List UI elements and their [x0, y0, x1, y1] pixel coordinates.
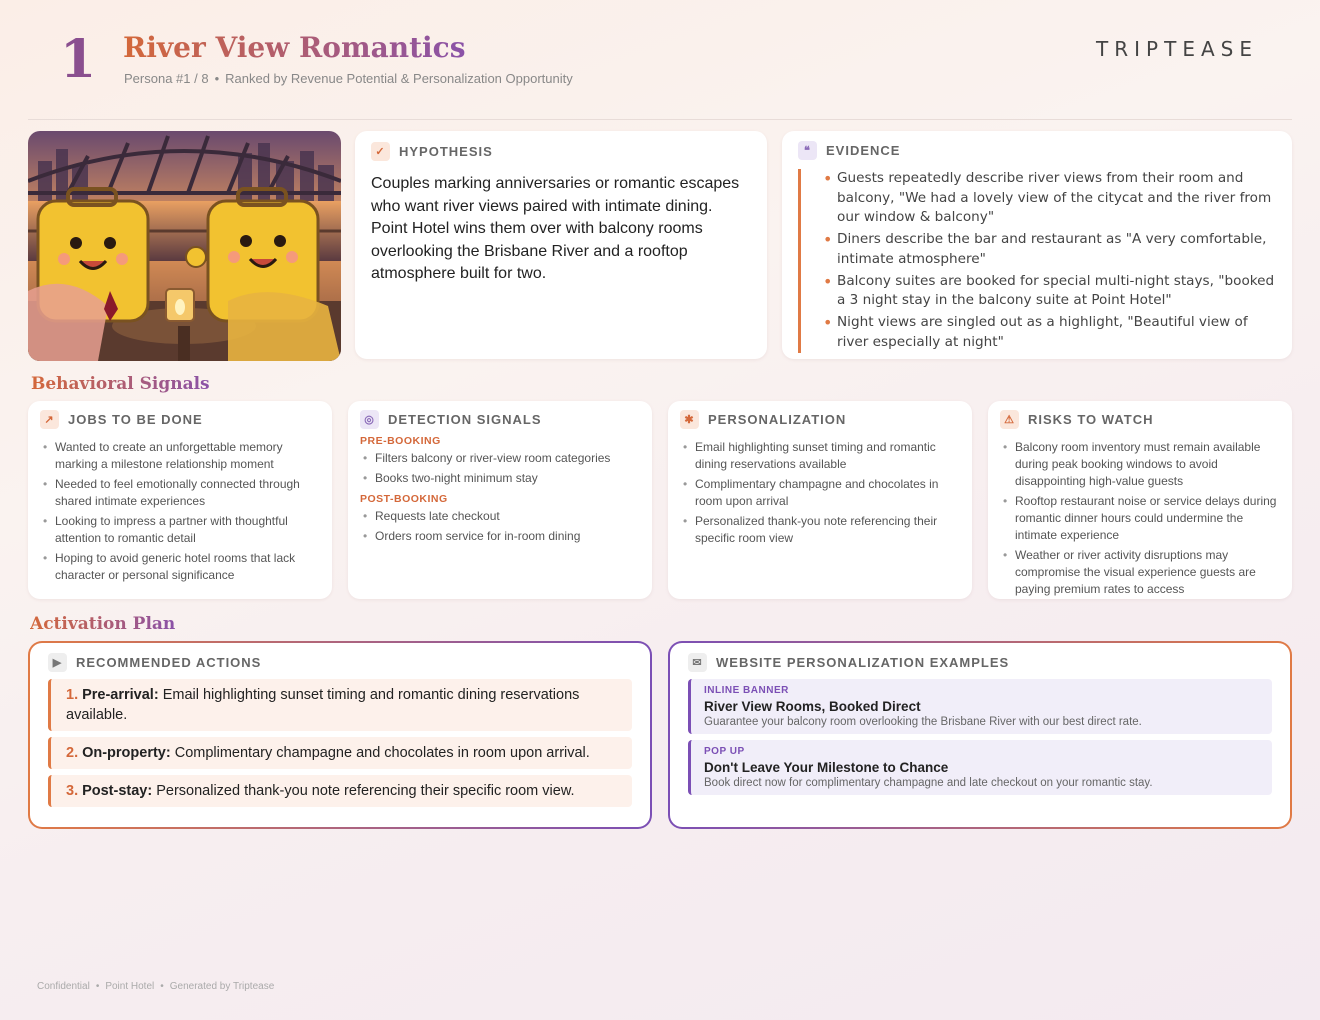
persona-rank: 1 — [60, 29, 97, 90]
action-label: On-property: — [82, 745, 171, 761]
recommended-actions-box — [28, 641, 652, 829]
detection-header — [360, 410, 640, 429]
arrow-up-right-icon: ↗ — [40, 410, 59, 429]
action-number: 1. — [66, 687, 79, 703]
persona-illustration — [28, 131, 341, 361]
hypothesis-header — [371, 142, 751, 161]
list-item: • Needed to feel emotionally connected through shared intimate experiences — [40, 476, 320, 510]
action-item — [48, 775, 632, 807]
quote-icon: ❝ — [798, 141, 817, 160]
list-item: • Books two-night minimum stay — [360, 470, 640, 487]
evidence-heading: EVIDENCE — [826, 143, 901, 158]
example-desc: Book direct now for complimentary champagne and late checkout on your romantic stay. — [704, 777, 1153, 789]
jobs-list — [40, 439, 320, 584]
activation-plan-title: Activation Plan — [30, 614, 176, 634]
page-footer: Confidential • Point Hotel • Generated by Triptease — [37, 981, 275, 992]
evidence-body — [798, 169, 1276, 353]
page-subtitle: Persona #1 / 8 • Ranked by Revenue Potential & Personalization Opportunity — [124, 71, 573, 86]
evidence-item: • Guests repeatedly describe river views from their room and balcony, "We had a lovely view of the citycat and the river from our window & balcony" — [813, 169, 1276, 228]
personalization-header — [680, 410, 960, 429]
list-item: • Filters balcony or river-view room categories — [360, 450, 640, 467]
jobs-header — [40, 410, 320, 429]
action-label: Post-stay: — [82, 783, 153, 799]
action-number: 2. — [66, 745, 79, 761]
pre-booking-list — [360, 450, 640, 487]
action-number: 3. — [66, 783, 79, 799]
detection-heading: DETECTION SIGNALS — [388, 412, 542, 427]
footer-confidential: Confidential — [37, 981, 90, 992]
list-item: • Hoping to avoid generic hotel rooms that lack character or personal significance — [40, 550, 320, 584]
hypothesis-card — [355, 131, 767, 359]
action-item — [48, 679, 632, 731]
jobs-card — [28, 401, 332, 599]
action-text: Email highlighting sunset timing and romantic dining reservations available. — [66, 687, 580, 723]
example-card — [688, 679, 1272, 734]
footer-generated: Generated by Triptease — [169, 981, 275, 992]
header-divider — [28, 119, 1292, 120]
website-examples-box — [668, 641, 1292, 829]
list-item: • Balcony room inventory must remain available during peak booking windows to avoid disappointing high-value guests — [1000, 439, 1280, 490]
risks-heading: RISKS TO WATCH — [1028, 412, 1154, 427]
example-desc: Guarantee your balcony room overlooking the Brisbane River with our best direct rate. — [704, 716, 1142, 728]
hypothesis-heading: HYPOTHESIS — [399, 144, 493, 159]
target-icon: ◎ — [360, 410, 379, 429]
risks-card — [988, 401, 1292, 599]
check-icon: ✓ — [371, 142, 390, 161]
example-type: POP UP — [704, 746, 745, 757]
sparkle-icon: ✱ — [680, 410, 699, 429]
example-type: INLINE BANNER — [704, 685, 789, 696]
behavioral-signals-title: Behavioral Signals — [31, 374, 210, 394]
action-text: Personalized thank-you note referencing their specific room view. — [152, 783, 575, 799]
action-text: Complimentary champagne and chocolates in room upon arrival. — [170, 745, 590, 761]
page-header — [0, 0, 1320, 120]
risks-list — [1000, 439, 1280, 598]
persona-index: Persona #1 / 8 — [124, 71, 209, 86]
example-title: River View Rooms, Booked Direct — [704, 699, 921, 714]
pre-booking-label: PRE-BOOKING — [360, 435, 441, 447]
ranking-note: Ranked by Revenue Potential & Personalization Opportunity — [225, 71, 573, 86]
hypothesis-text: Couples marking anniversaries or romantic escapes who want river views paired with intimate dining. Point Hotel wins them over with balcony rooms overlooking the Brisbane River and a rooftop atmosphere built for two. — [371, 175, 740, 282]
evidence-card — [782, 131, 1292, 359]
play-icon: ▶ — [48, 653, 67, 672]
examples-header — [688, 653, 1272, 672]
action-label: Pre-arrival: — [82, 687, 159, 703]
warning-icon: ⚠ — [1000, 410, 1019, 429]
post-booking-label: POST-BOOKING — [360, 493, 448, 505]
example-title: Don't Leave Your Milestone to Chance — [704, 760, 949, 775]
footer-hotel: Point Hotel — [105, 981, 155, 992]
examples-heading: WEBSITE PERSONALIZATION EXAMPLES — [716, 655, 1010, 670]
list-item: • Requests late checkout — [360, 508, 640, 525]
personalization-list — [680, 439, 960, 547]
list-item: • Rooftop restaurant noise or service delays during romantic dinner hours could undermine the intimate experience — [1000, 493, 1280, 544]
evidence-item: • Balcony suites are booked for special multi-night stays, "booked a 3 night stay in the balcony suite at Point Hotel" — [813, 272, 1276, 311]
list-item: • Looking to impress a partner with thoughtful attention to romantic detail — [40, 513, 320, 547]
example-card — [688, 740, 1272, 795]
brand-logo: TRIPTEASE — [1096, 37, 1258, 61]
list-item: • Weather or river activity disruptions may compromise the visual experience guests are paying premium rates to access — [1000, 547, 1280, 598]
risks-header — [1000, 410, 1280, 429]
mail-icon: ✉ — [688, 653, 707, 672]
actions-header — [48, 653, 632, 672]
personalization-card — [668, 401, 972, 599]
list-item: • Complimentary champagne and chocolates in room upon arrival — [680, 476, 960, 510]
list-item: • Orders room service for in-room dining — [360, 528, 640, 545]
page-title: River View Romantics — [123, 31, 466, 64]
evidence-item: • Diners describe the bar and restaurant as "A very comfortable, intimate atmosphere" — [813, 230, 1276, 269]
evidence-item: • Night views are singled out as a highlight, "Beautiful view of river especially at night" — [813, 313, 1276, 352]
jobs-heading: JOBS TO BE DONE — [68, 412, 203, 427]
list-item: • Personalized thank-you note referencing their specific room view — [680, 513, 960, 547]
list-item: • Email highlighting sunset timing and romantic dining reservations available — [680, 439, 960, 473]
list-item: • Wanted to create an unforgettable memory marking a milestone relationship moment — [40, 439, 320, 473]
personalization-heading: PERSONALIZATION — [708, 412, 847, 427]
detection-card — [348, 401, 652, 599]
evidence-header — [798, 141, 1276, 160]
action-item — [48, 737, 632, 769]
evidence-list — [813, 169, 1276, 352]
actions-heading: RECOMMENDED ACTIONS — [76, 655, 262, 670]
post-booking-list — [360, 508, 640, 545]
